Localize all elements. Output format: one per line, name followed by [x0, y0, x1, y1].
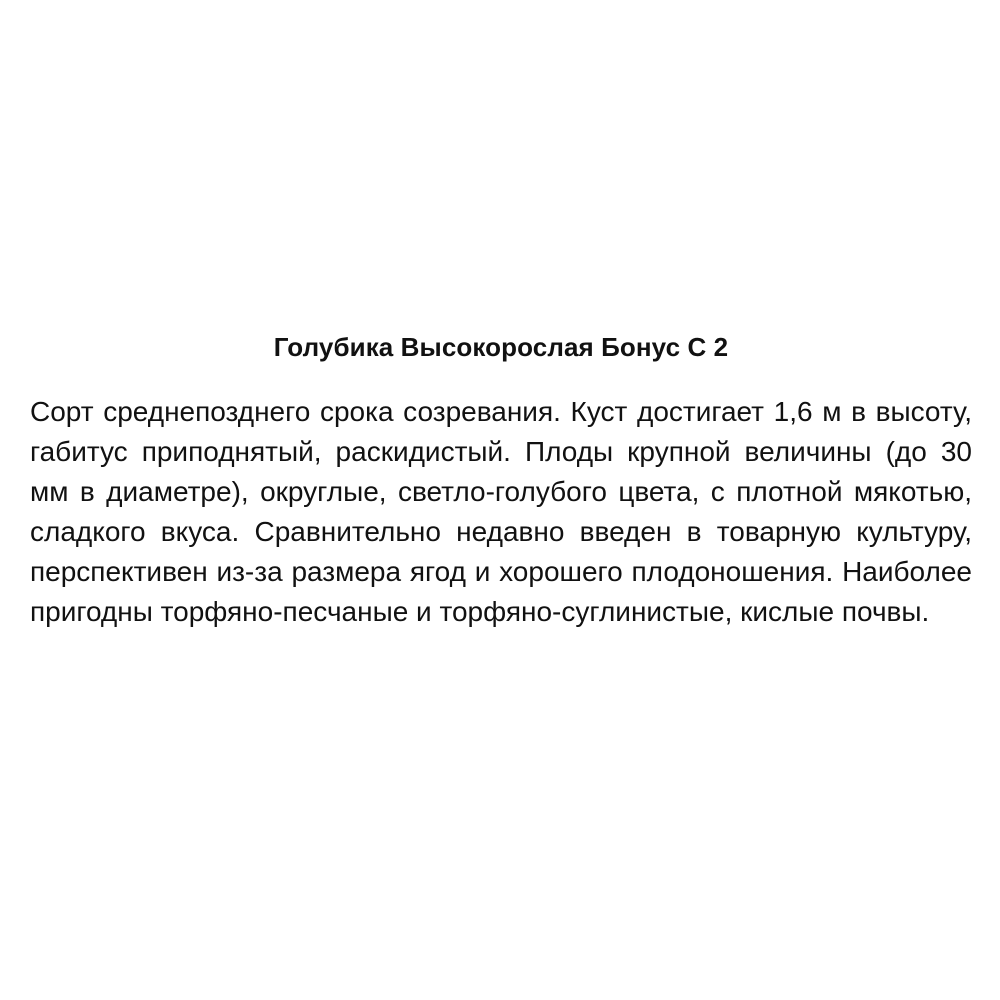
product-card [30, 322, 972, 632]
product-description: Сорт среднепозднего срока созревания. Куст достигает 1,6 м в высоту, габитус приподнятый, раскидистый. Плоды крупной величины (до 30 мм в диаметре), округлые, светло-голубого цвета, с плотной мякотью, сладкого вкуса. Сравнительно недавно введен в товарную культуру, перспективен из-за размера ягод и хорошего плодоношения. Наиболее пригодны торфяно-песчаные и торфяно-суглинистые, кислые почвы. [30, 396, 972, 627]
product-title: Голубика Высокорослая Бонус С 2 [273, 332, 729, 362]
